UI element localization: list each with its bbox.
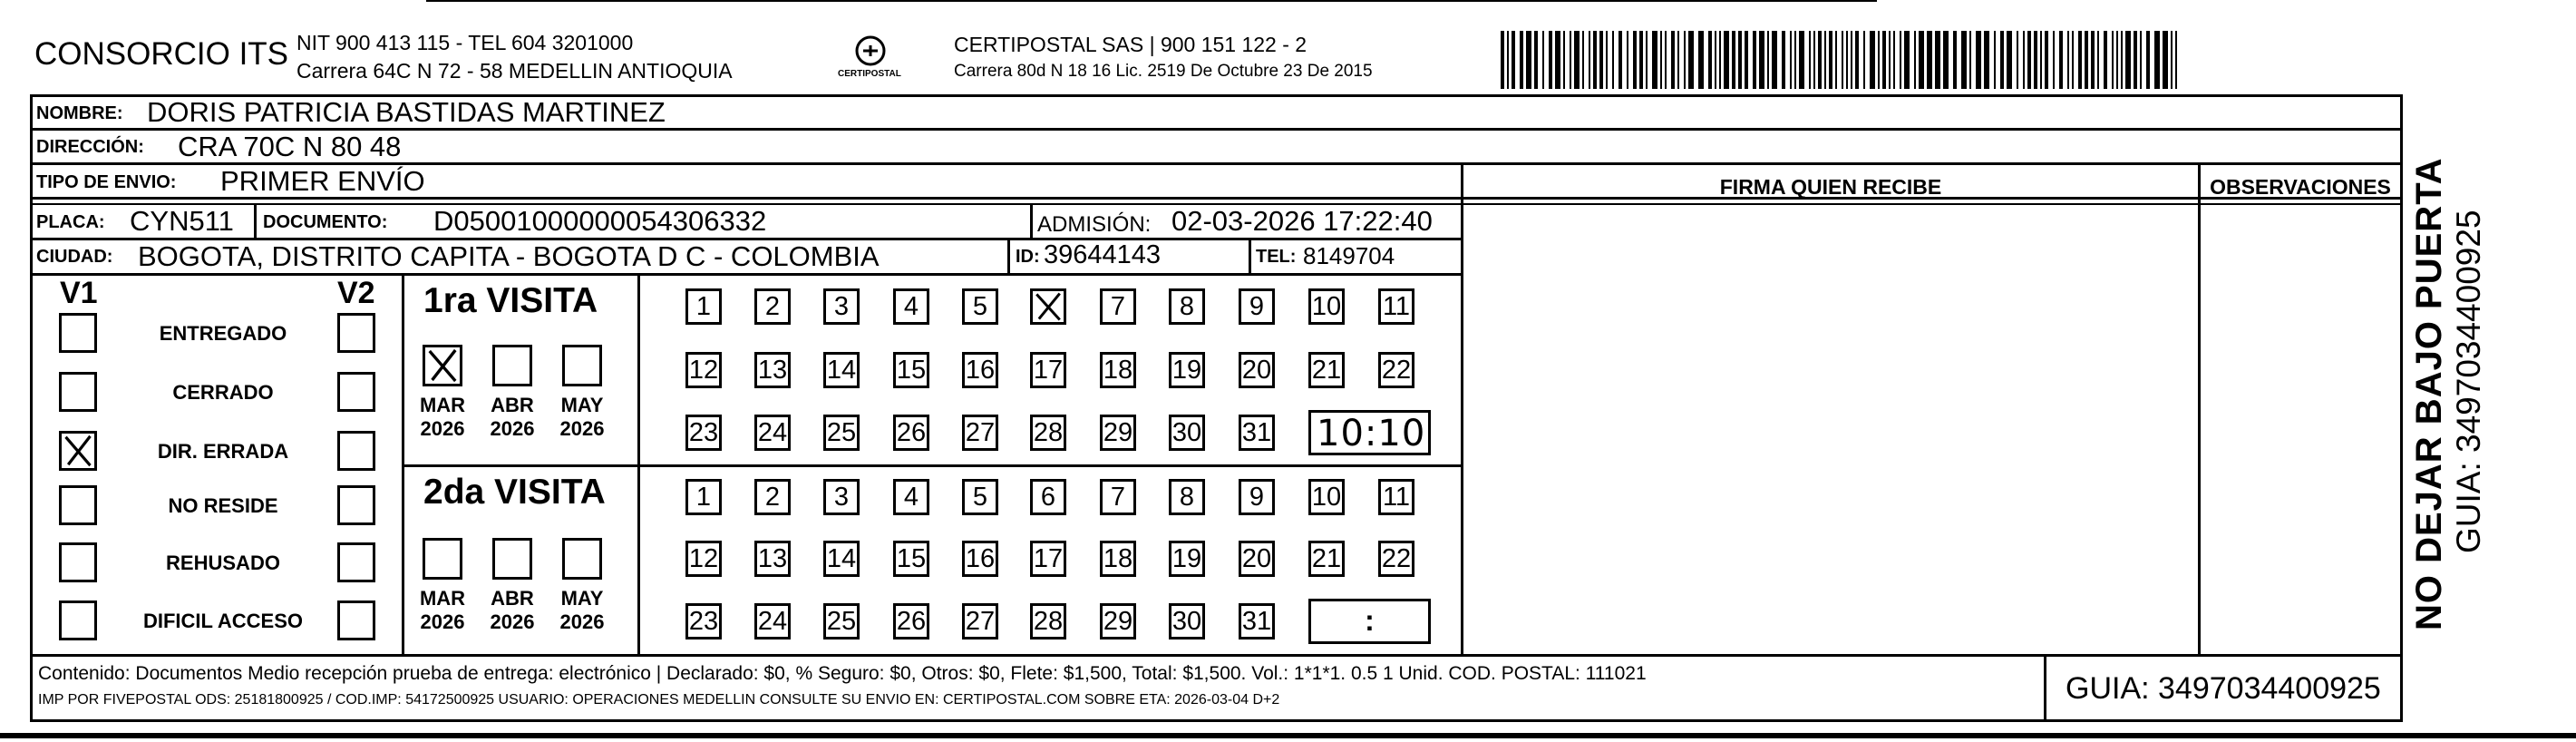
side-guia: GUIA: 3497034400925 bbox=[2450, 210, 2487, 553]
row-line bbox=[30, 654, 2403, 657]
month-name: ABR bbox=[491, 587, 534, 610]
barcode-bar bbox=[1851, 31, 1852, 89]
day-box[interactable]: 24 bbox=[754, 603, 791, 639]
barcode-bar bbox=[2163, 31, 2168, 89]
day-box[interactable]: 2 bbox=[754, 479, 791, 515]
day-box[interactable]: 9 bbox=[1239, 479, 1275, 515]
barcode-bar bbox=[2067, 31, 2069, 89]
barcode-bar bbox=[1582, 31, 1584, 89]
month-name: MAR bbox=[419, 394, 466, 416]
nombre-value: DORIS PATRICIA BASTIDAS MARTINEZ bbox=[147, 96, 666, 128]
v2-checkbox[interactable] bbox=[337, 600, 375, 640]
day-box[interactable]: 22 bbox=[1378, 352, 1414, 388]
field-divider bbox=[1007, 238, 1010, 273]
ciudad-value: BOGOTA, DISTRITO CAPITA - BOGOTA D C - COLOMBIA bbox=[138, 240, 880, 272]
v1-checkbox[interactable] bbox=[59, 431, 97, 471]
page-bottom-line bbox=[0, 733, 2576, 738]
day-box[interactable]: 26 bbox=[893, 603, 929, 639]
barcode-bar bbox=[1507, 31, 1509, 89]
month-name: ABR bbox=[491, 394, 534, 416]
day-box[interactable]: 10 bbox=[1308, 479, 1345, 515]
company-name: CONSORCIO ITS bbox=[34, 36, 289, 72]
day-box[interactable]: 9 bbox=[1239, 288, 1275, 325]
barcode-bar bbox=[1633, 31, 1637, 89]
v2-label: V2 bbox=[337, 276, 375, 310]
barcode-bar bbox=[2040, 31, 2042, 89]
barcode-bar bbox=[1818, 31, 1822, 89]
firma-header: FIRMA QUIEN RECIBE bbox=[1719, 175, 1942, 199]
id-label: ID: bbox=[1016, 247, 1040, 267]
second-visit-time-box[interactable] bbox=[1308, 599, 1431, 644]
v1-checkbox[interactable] bbox=[59, 600, 97, 640]
barcode-bar bbox=[1943, 31, 1949, 89]
barcode-bar bbox=[1627, 31, 1628, 89]
month-checkbox[interactable] bbox=[492, 538, 532, 580]
field-divider bbox=[1249, 238, 1251, 273]
day-box[interactable]: 13 bbox=[754, 352, 791, 388]
barcode-bar bbox=[1526, 31, 1531, 89]
day-box[interactable]: 16 bbox=[962, 541, 998, 577]
barcode-bar bbox=[2053, 31, 2055, 89]
logo-text: CERTIPOSTAL bbox=[838, 69, 901, 79]
footer-divider bbox=[2044, 654, 2046, 719]
option-label: ENTREGADO bbox=[159, 322, 287, 345]
day-box[interactable]: 3 bbox=[823, 479, 860, 515]
barcode-bar bbox=[2034, 31, 2037, 89]
barcode-bar bbox=[2121, 31, 2123, 89]
barcode-bar bbox=[1534, 31, 1538, 89]
visits-divider bbox=[402, 464, 1463, 467]
first-visit-time-box[interactable] bbox=[1308, 410, 1431, 455]
barcode-bar bbox=[1799, 31, 1804, 89]
day-box[interactable]: 29 bbox=[1100, 415, 1136, 451]
day-box[interactable]: 10 bbox=[1308, 288, 1345, 325]
barcode-bar bbox=[1574, 31, 1580, 89]
x-mark-icon bbox=[1033, 291, 1064, 322]
day-box[interactable]: 18 bbox=[1100, 541, 1136, 577]
day-box[interactable]: 30 bbox=[1169, 415, 1205, 451]
barcode-bar bbox=[1589, 31, 1590, 89]
x-mark-icon bbox=[62, 434, 94, 468]
barcode-bar bbox=[1878, 31, 1880, 89]
option-label: DIFICIL ACCESO bbox=[142, 610, 303, 632]
barcode-bar bbox=[2027, 31, 2031, 89]
barcode-bar bbox=[1813, 31, 1815, 89]
barcode-bar bbox=[2007, 31, 2012, 89]
top-divider bbox=[426, 0, 1877, 2]
month-year: 2026 bbox=[490, 417, 535, 440]
day-box[interactable]: 4 bbox=[893, 479, 929, 515]
barcode-bar bbox=[1976, 31, 1981, 89]
placa-label: PLACA: bbox=[36, 212, 105, 232]
field-divider bbox=[254, 203, 257, 238]
day-box[interactable]: 2 bbox=[754, 288, 791, 325]
barcode-bar bbox=[1660, 31, 1662, 89]
month-year: 2026 bbox=[559, 610, 605, 633]
day-box[interactable]: 14 bbox=[823, 541, 860, 577]
barcode-bar bbox=[1732, 31, 1735, 89]
barcode-bar bbox=[2072, 31, 2074, 89]
month-name: MAR bbox=[419, 587, 466, 610]
barcode-bar bbox=[1652, 31, 1657, 89]
day-box[interactable]: 8 bbox=[1169, 479, 1205, 515]
barcode-bar bbox=[1549, 31, 1552, 89]
barcode-bar bbox=[1953, 31, 1957, 89]
day-box[interactable]: 21 bbox=[1308, 541, 1345, 577]
month-year: 2026 bbox=[420, 610, 465, 633]
id-value: 39644143 bbox=[1044, 240, 1162, 269]
day-box[interactable]: 27 bbox=[962, 603, 998, 639]
month-checkbox[interactable] bbox=[562, 538, 602, 580]
barcode-bar bbox=[1794, 31, 1796, 89]
barcode-bar bbox=[2059, 31, 2063, 89]
barcode-bar bbox=[2085, 31, 2088, 89]
barcode-bar bbox=[1570, 31, 1571, 89]
barcode-bar bbox=[2171, 31, 2173, 89]
barcode-bar bbox=[2045, 31, 2048, 89]
barcode-bar bbox=[1835, 31, 1837, 89]
barcode-bar bbox=[1555, 31, 1560, 89]
day-box[interactable]: 28 bbox=[1030, 603, 1066, 639]
direccion-value: CRA 70C N 80 48 bbox=[178, 131, 402, 162]
day-box[interactable]: 27 bbox=[962, 415, 998, 451]
barcode-bar bbox=[2154, 31, 2160, 89]
ciudad-label: CIUDAD: bbox=[36, 247, 113, 267]
barcode-bar bbox=[1745, 31, 1748, 89]
day-box[interactable]: 26 bbox=[893, 415, 929, 451]
form-bottom-border bbox=[30, 719, 2403, 722]
barcode-bar bbox=[1790, 31, 1792, 89]
barcode-bar bbox=[1619, 31, 1622, 89]
barcode-bar bbox=[1501, 31, 1504, 89]
barcode-bar bbox=[1809, 31, 1811, 89]
day-box[interactable]: 7 bbox=[1100, 479, 1136, 515]
barcode-bar bbox=[1698, 31, 1704, 89]
barcode-bar bbox=[1767, 31, 1769, 89]
barcode-bar bbox=[2000, 31, 2004, 89]
form-right-border bbox=[2400, 94, 2403, 722]
barcode-bar bbox=[1829, 31, 1832, 89]
day-box[interactable]: 12 bbox=[685, 541, 722, 577]
barcode-bar bbox=[1612, 31, 1614, 89]
month-label bbox=[555, 587, 609, 634]
v2-checkbox[interactable] bbox=[337, 542, 375, 582]
obs-divider bbox=[2198, 162, 2201, 654]
nombre-label: NOMBRE: bbox=[36, 103, 123, 123]
day-box[interactable]: 21 bbox=[1308, 352, 1345, 388]
day-box[interactable]: 5 bbox=[962, 288, 998, 325]
barcode-bar bbox=[1900, 31, 1901, 89]
logo-icon bbox=[834, 33, 907, 87]
day-box[interactable]: 15 bbox=[893, 352, 929, 388]
firma-divider bbox=[1461, 162, 1463, 654]
first-visit-time: 10:10 bbox=[1317, 413, 1426, 454]
month-label bbox=[415, 587, 470, 634]
day-box[interactable]: 8 bbox=[1169, 288, 1205, 325]
footer-guia: GUIA: 3497034400925 bbox=[2066, 671, 2381, 706]
day-box[interactable]: 25 bbox=[823, 603, 860, 639]
barcode-bar bbox=[1599, 31, 1603, 89]
barcode-bar bbox=[1677, 31, 1679, 89]
barcode-bar bbox=[1863, 31, 1865, 89]
barcode bbox=[1501, 31, 2181, 89]
day-box[interactable]: 4 bbox=[893, 288, 929, 325]
tel-label: TEL: bbox=[1256, 247, 1297, 267]
day-box[interactable]: 28 bbox=[1030, 415, 1066, 451]
barcode-bar bbox=[1961, 31, 1967, 89]
month-checkbox[interactable] bbox=[492, 345, 532, 386]
barcode-bar bbox=[1542, 31, 1544, 89]
day-box[interactable]: 13 bbox=[754, 541, 791, 577]
documento-label: DOCUMENTO: bbox=[263, 212, 388, 232]
documento-value: D05001000000054306332 bbox=[433, 205, 767, 237]
barcode-bar bbox=[1719, 31, 1721, 89]
barcode-bar bbox=[2175, 31, 2177, 89]
barcode-bar bbox=[1935, 31, 1940, 89]
barcode-bar bbox=[1842, 31, 1843, 89]
barcode-bar bbox=[1882, 31, 1886, 89]
day-box[interactable]: 17 bbox=[1030, 352, 1066, 388]
day-box[interactable]: 17 bbox=[1030, 541, 1066, 577]
v2-checkbox[interactable] bbox=[337, 313, 375, 353]
barcode-bar bbox=[1846, 31, 1848, 89]
day-box[interactable]: 29 bbox=[1100, 603, 1136, 639]
barcode-bar bbox=[1759, 31, 1764, 89]
tipo-envio-value: PRIMER ENVÍO bbox=[220, 165, 425, 197]
month-year: 2026 bbox=[420, 417, 465, 440]
v1-label: V1 bbox=[60, 276, 98, 310]
observaciones-header: OBSERVACIONES bbox=[2210, 175, 2391, 199]
barcode-bar bbox=[1969, 31, 1971, 89]
footer-info-line: IMP POR FIVEPOSTAL ODS: 25181800925 / COD.IMP: 54172500925 USUARIO: OPERACIONES MEDELLIN CONSULTE SU ENVIO EN: CERTIPOSTAL.COM SOBRE ETA: 2026-03-04 D+2 bbox=[38, 692, 1280, 708]
month-year: 2026 bbox=[559, 417, 605, 440]
barcode-bar bbox=[1684, 31, 1686, 89]
barcode-bar bbox=[2146, 31, 2150, 89]
day-box[interactable]: 14 bbox=[823, 352, 860, 388]
second-visit-time: : bbox=[1365, 604, 1375, 637]
barcode-bar bbox=[1520, 31, 1523, 89]
barcode-bar bbox=[1914, 31, 1916, 89]
barcode-bar bbox=[1563, 31, 1565, 89]
barcode-bar bbox=[1824, 31, 1826, 89]
day-box[interactable]: 11 bbox=[1378, 479, 1414, 515]
nit-line: NIT 900 413 115 - TEL 604 3201000 bbox=[296, 31, 634, 54]
day-box[interactable]: 16 bbox=[962, 352, 998, 388]
day-box[interactable]: 11 bbox=[1378, 288, 1414, 325]
v1-checkbox[interactable] bbox=[59, 485, 97, 525]
v1-checkbox[interactable] bbox=[59, 542, 97, 582]
first-visit-title: 1ra VISITA bbox=[423, 281, 598, 320]
v2-checkbox[interactable] bbox=[337, 431, 375, 471]
day-box[interactable]: 15 bbox=[893, 541, 929, 577]
month-name: MAY bbox=[560, 587, 604, 610]
month-label bbox=[485, 394, 540, 441]
certipostal-logo bbox=[834, 33, 907, 87]
month-year: 2026 bbox=[490, 610, 535, 633]
day-box[interactable]: 12 bbox=[685, 352, 722, 388]
day-box[interactable]: 7 bbox=[1100, 288, 1136, 325]
day-box[interactable]: 6 bbox=[1030, 479, 1066, 515]
v1-checkbox[interactable] bbox=[59, 372, 97, 412]
admision-label: ADMISIÓN: bbox=[1037, 212, 1152, 237]
barcode-bar bbox=[2023, 31, 2025, 89]
barcode-bar bbox=[1738, 31, 1742, 89]
month-label bbox=[485, 587, 540, 634]
day-box[interactable]: 19 bbox=[1169, 541, 1205, 577]
direccion-label: DIRECCIÓN: bbox=[36, 137, 144, 157]
v2-checkbox[interactable] bbox=[337, 485, 375, 525]
month-name: MAY bbox=[560, 394, 604, 416]
option-label: NO RESIDE bbox=[168, 494, 278, 517]
day-box[interactable]: 5 bbox=[962, 479, 998, 515]
day-box[interactable]: 1 bbox=[685, 288, 722, 325]
barcode-bar bbox=[1724, 31, 1729, 89]
barcode-bar bbox=[1708, 31, 1712, 89]
visits-divider bbox=[402, 273, 404, 654]
side-warning: NO DEJAR BAJO PUERTA bbox=[2409, 157, 2449, 630]
month-checkbox[interactable] bbox=[423, 345, 462, 386]
barcode-bar bbox=[2116, 31, 2118, 89]
barcode-bar bbox=[1606, 31, 1608, 89]
barcode-bar bbox=[2112, 31, 2114, 89]
barcode-bar bbox=[1665, 31, 1667, 89]
barcode-bar bbox=[2097, 31, 2099, 89]
second-visit-title: 2da VISITA bbox=[423, 473, 606, 512]
option-label: DIR. ERRADA bbox=[157, 440, 289, 463]
day-box[interactable]: 22 bbox=[1378, 541, 1414, 577]
month-checkbox[interactable] bbox=[562, 345, 602, 386]
footer-content-line: Contenido: Documentos Medio recepción prueba de entrega: electrónico | Declarado: $0, % Seguro: $0, Otros: $0, Flete: $1,500, Total: $1,500. Vol.: 1*1*1. 0.5 1 Unid. COD. POSTAL: 111021 bbox=[38, 663, 1647, 684]
barcode-bar bbox=[1671, 31, 1675, 89]
barcode-bar bbox=[1782, 31, 1785, 89]
day-box[interactable]: 24 bbox=[754, 415, 791, 451]
barcode-bar bbox=[1512, 31, 1515, 89]
day-box[interactable]: 18 bbox=[1100, 352, 1136, 388]
placa-value: CYN511 bbox=[130, 205, 234, 237]
barcode-bar bbox=[2017, 31, 2018, 89]
tipo-envio-label: TIPO DE ENVIO: bbox=[36, 172, 177, 192]
carrier-address: Carrera 80d N 18 16 Lic. 2519 De Octubre 23 De 2015 bbox=[954, 62, 1373, 81]
barcode-bar bbox=[1855, 31, 1859, 89]
day-box[interactable]: 30 bbox=[1169, 603, 1205, 639]
day-box[interactable]: 20 bbox=[1239, 541, 1275, 577]
barcode-bar bbox=[1870, 31, 1875, 89]
day-box[interactable]: 23 bbox=[685, 603, 722, 639]
month-label bbox=[555, 394, 609, 441]
barcode-bar bbox=[1639, 31, 1643, 89]
carrier-line: CERTIPOSTAL SAS | 900 151 122 - 2 bbox=[954, 33, 1307, 56]
barcode-bar bbox=[2140, 31, 2142, 89]
tel-value: 8149704 bbox=[1303, 242, 1395, 269]
barcode-bar bbox=[2125, 31, 2131, 89]
barcode-bar bbox=[1889, 31, 1891, 89]
barcode-bar bbox=[1927, 31, 1932, 89]
barcode-bar bbox=[1646, 31, 1648, 89]
month-checkbox[interactable] bbox=[423, 538, 462, 580]
day-box[interactable]: 25 bbox=[823, 415, 860, 451]
option-label: REHUSADO bbox=[166, 552, 280, 574]
address-line: Carrera 64C N 72 - 58 MEDELLIN ANTIOQUIA bbox=[296, 59, 733, 83]
barcode-bar bbox=[2091, 31, 2095, 89]
field-divider bbox=[1030, 203, 1033, 238]
day-box[interactable]: 20 bbox=[1239, 352, 1275, 388]
visits-divider bbox=[637, 273, 640, 654]
barcode-bar bbox=[1984, 31, 1989, 89]
form-left-border bbox=[30, 94, 33, 722]
day-box[interactable]: 31 bbox=[1239, 415, 1275, 451]
barcode-bar bbox=[1688, 31, 1694, 89]
barcode-bar bbox=[1715, 31, 1716, 89]
option-label: CERRADO bbox=[172, 381, 274, 404]
day-box[interactable]: 19 bbox=[1169, 352, 1205, 388]
v1-checkbox[interactable] bbox=[59, 313, 97, 353]
month-label bbox=[415, 394, 470, 441]
v2-checkbox[interactable] bbox=[337, 372, 375, 412]
barcode-bar bbox=[1919, 31, 1924, 89]
barcode-bar bbox=[1593, 31, 1597, 89]
day-box[interactable]: 1 bbox=[685, 479, 722, 515]
barcode-bar bbox=[2104, 31, 2107, 89]
day-box[interactable]: 31 bbox=[1239, 603, 1275, 639]
day-box[interactable]: 23 bbox=[685, 415, 722, 451]
day-box[interactable] bbox=[1030, 288, 1066, 325]
admision-value: 02-03-2026 17:22:40 bbox=[1171, 205, 1433, 237]
barcode-bar bbox=[1893, 31, 1895, 89]
barcode-bar bbox=[2134, 31, 2137, 89]
day-box[interactable]: 3 bbox=[823, 288, 860, 325]
barcode-bar bbox=[2078, 31, 2082, 89]
x-mark-icon bbox=[425, 347, 460, 384]
barcode-bar bbox=[1753, 31, 1756, 89]
barcode-bar bbox=[1994, 31, 1996, 89]
barcode-bar bbox=[1772, 31, 1777, 89]
row-line bbox=[30, 273, 1463, 276]
barcode-bar bbox=[1904, 31, 1910, 89]
